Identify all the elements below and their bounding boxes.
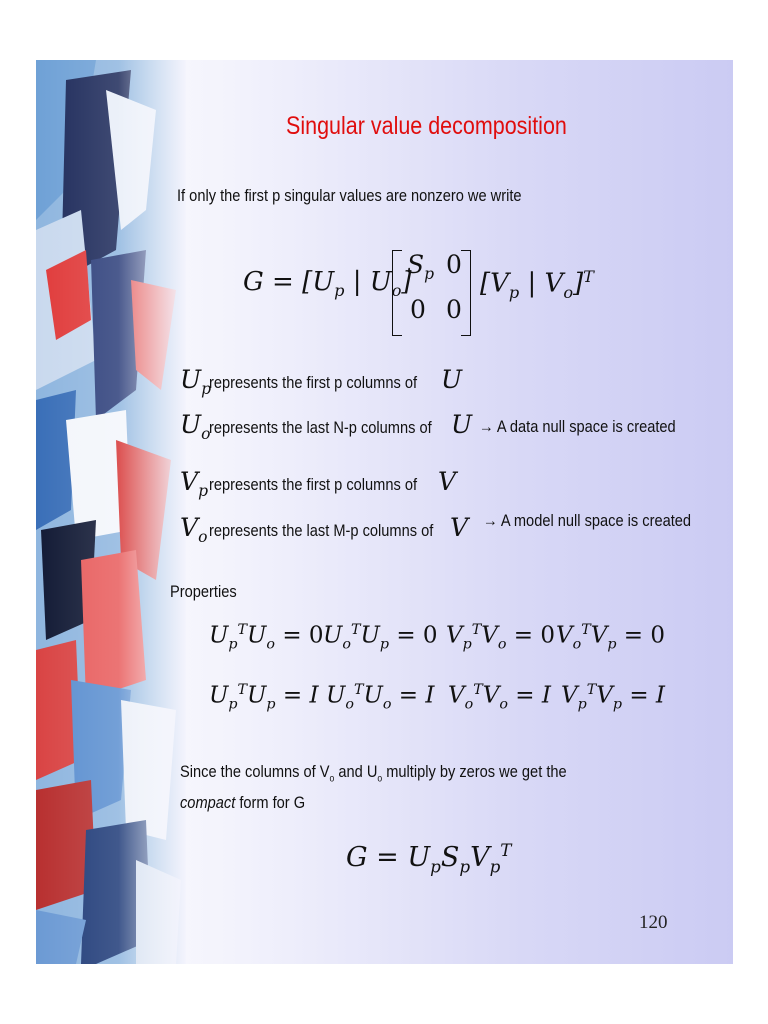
definition-uo-text: represents the last N-p columns of — [209, 418, 432, 437]
definition-up-text: represents the first p columns of — [209, 373, 418, 392]
page-number: 120 — [639, 912, 668, 933]
property-1-4: $V_o^TV_p = 0$ — [556, 622, 666, 653]
decorative-art-strip — [36, 60, 186, 964]
matrix-right-bracket — [461, 250, 471, 336]
matrix-left-bracket — [392, 250, 402, 336]
svd-equation: $G = [U_p$ | $U_o$] — [243, 267, 412, 301]
compact-line-2: compact form for G — [180, 793, 306, 812]
definition-uo: $U_o$ — [180, 410, 211, 443]
definition-up: $U_p$ — [180, 365, 212, 398]
matrix-cell-sp: $S_p$ — [407, 250, 435, 283]
data-null-space-note: → A data null space is created — [479, 417, 676, 436]
slide-title: Singular value decomposition — [286, 112, 567, 140]
property-1-3: $V_p^TV_o = 0$ — [446, 622, 556, 653]
definition-vp: $V_p$ — [180, 467, 208, 500]
definition-vo-text: represents the last M-p columns of — [209, 521, 434, 540]
property-2-1: $U_p^TU_p = I$ — [209, 682, 319, 713]
model-null-space-note: → A model null space is created — [483, 511, 692, 530]
compact-equation: $G = U_pS_pV_p^T$ — [346, 840, 512, 877]
definition-uo-target: U — [451, 410, 473, 439]
v-block: [$V_p$ | $V_o]^T$ — [480, 267, 594, 302]
definition-vp-target: V — [438, 467, 457, 496]
definition-vo: $V_o$ — [180, 513, 208, 546]
matrix-cell-1-0: 0 — [410, 295, 426, 324]
property-2-4: $V_p^TV_p = I$ — [561, 682, 666, 713]
slide — [36, 60, 733, 964]
compact-line-1: Since the columns of $V_o$ and $U_o$ multiply by zeros we get the — [180, 762, 567, 785]
definition-vo-target: V — [450, 513, 469, 542]
definition-vp-text: represents the first p columns of — [209, 475, 418, 494]
matrix-cell-1-1: 0 — [446, 295, 462, 324]
properties-heading: Properties — [170, 582, 237, 601]
property-2-2: $U_o^TU_o = I$ — [326, 682, 435, 713]
property-1-1: $U_p^TU_o = 0$ — [209, 622, 324, 653]
matrix-cell-0-1: 0 — [446, 250, 462, 279]
intro-text: If only the first p singular values are nonzero we write — [177, 186, 522, 205]
definition-up-target: U — [441, 365, 463, 394]
property-2-3: $V_o^TV_o = I$ — [448, 682, 551, 713]
property-1-2: $U_o^TU_p = 0$ — [323, 622, 438, 653]
